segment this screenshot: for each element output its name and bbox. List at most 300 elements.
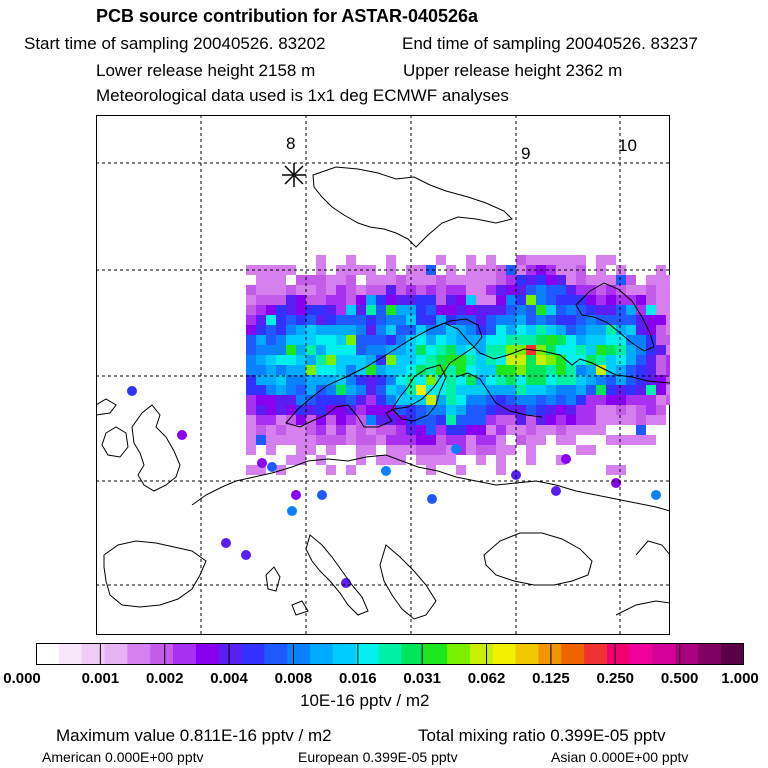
color-scale-tick-label: 0.500 (660, 670, 699, 687)
plume-cell (286, 285, 296, 295)
color-scale-swatch (584, 643, 607, 665)
plume-cell (536, 435, 546, 445)
plume-speck (341, 578, 351, 588)
plume-cell (486, 425, 496, 435)
plume-cell (616, 465, 626, 475)
plume-cell (616, 435, 626, 445)
plume-cell (366, 405, 376, 415)
plume-cell (476, 315, 486, 325)
plume-cell (466, 415, 476, 425)
plume-cell (546, 425, 556, 435)
plume-cell (586, 275, 596, 285)
color-scale-swatch (127, 643, 150, 665)
plume-cell (426, 275, 436, 285)
plume-cell (476, 355, 486, 365)
plume-cell (326, 325, 336, 335)
plume-cell (656, 325, 666, 335)
plume-cell (276, 435, 286, 445)
plume-cell (516, 315, 526, 325)
plume-cell (506, 445, 516, 455)
plume-cell (526, 425, 536, 435)
plume-cell (396, 365, 406, 375)
plume-cell (626, 355, 636, 365)
plume-speck (291, 490, 301, 500)
plume-cell (346, 275, 356, 285)
plume-cell (266, 405, 276, 415)
plume-cell (266, 365, 276, 375)
plume-cell (616, 395, 626, 405)
color-scale-swatch (424, 643, 447, 665)
plume-cell (326, 385, 336, 395)
plume-cell (576, 285, 586, 295)
plume-cell (516, 275, 526, 285)
plume-cell (376, 415, 386, 425)
plume-cell (346, 295, 356, 305)
plume-cell (466, 405, 476, 415)
map-title: PCB source contribution for ASTAR-040526a (96, 6, 479, 26)
plume-cell (246, 395, 256, 405)
plume-cell (546, 285, 556, 295)
plume-cell (396, 315, 406, 325)
plume-cell (516, 325, 526, 335)
plume-speck (127, 386, 137, 396)
plume-cell (506, 415, 516, 425)
plume-cell (446, 335, 456, 345)
lower-release-height: Lower release height 2158 m (96, 61, 316, 80)
plume-cell (346, 335, 356, 345)
plume-cell (426, 445, 436, 455)
plume-cell (376, 435, 386, 445)
plume-cell (626, 345, 636, 355)
plume-cell (296, 295, 306, 305)
met-data-note: Meteorological data used is 1x1 deg ECMWF analyses (96, 86, 509, 105)
plume-cell (536, 315, 546, 325)
plume-cell (266, 335, 276, 345)
plume-cell (256, 325, 266, 335)
plume-cell (646, 325, 656, 335)
plume-cell (636, 325, 646, 335)
plume-cell (596, 325, 606, 335)
plume-cell (366, 345, 376, 355)
plume-cell (566, 285, 576, 295)
plume-cell (506, 325, 516, 335)
plume-cell (396, 285, 406, 295)
plume-cell (436, 355, 446, 365)
plume-cell (396, 405, 406, 415)
plume-cell (606, 405, 616, 415)
plume-cell (586, 295, 596, 305)
plume-cell (566, 255, 576, 265)
plume-cell (316, 275, 326, 285)
plume-cell (496, 365, 506, 375)
plume-cell (246, 365, 256, 375)
plume-cell (376, 455, 386, 465)
plume-cell (656, 315, 666, 325)
plume-speck (381, 466, 391, 476)
plume-cell (476, 295, 486, 305)
asterisk-icon (282, 163, 306, 187)
plume-cell (316, 365, 326, 375)
plume-cell (526, 455, 536, 465)
color-scale-swatch (538, 643, 561, 665)
plume-speck (267, 462, 277, 472)
plume-cell (306, 285, 316, 295)
plume-cell (626, 415, 636, 425)
plume-cell (286, 325, 296, 335)
plume-cell (326, 355, 336, 365)
plume-cell (306, 385, 316, 395)
plume-cell (256, 305, 266, 315)
plume-cell (276, 305, 286, 315)
plume-cell (576, 255, 586, 265)
plume-cell (296, 315, 306, 325)
plume-cell (446, 275, 456, 285)
plume-cell (656, 365, 666, 375)
plume-cell (556, 395, 566, 405)
plume-cell (476, 455, 486, 465)
plume-cell (656, 335, 666, 345)
plume-cell (276, 275, 286, 285)
plume-cell (266, 415, 276, 425)
plume-cell (646, 395, 656, 405)
plume-cell (376, 315, 386, 325)
color-scale-swatch (607, 643, 630, 665)
plume-cell (436, 255, 446, 265)
plume-cell (346, 465, 356, 475)
plume-cell (336, 395, 346, 405)
plume-cell (656, 385, 666, 395)
plume-cell (386, 275, 396, 285)
plume-cell (506, 275, 516, 285)
plume-cell (366, 325, 376, 335)
plume-cell (396, 455, 406, 465)
plume-cell (386, 315, 396, 325)
plume-cell (366, 445, 376, 455)
plume-cell (416, 445, 426, 455)
plume-cell (266, 435, 276, 445)
plume-cell (276, 395, 286, 405)
plume-cell (346, 255, 356, 265)
color-scale-swatch (150, 643, 173, 665)
plume-cell (336, 385, 346, 395)
plume-cell (276, 345, 286, 355)
plume-cell (556, 355, 566, 365)
plume-cell (466, 445, 476, 455)
plume-cell (666, 365, 670, 375)
plume-cell (266, 445, 276, 455)
plume-cell (456, 385, 466, 395)
plume-cell (356, 355, 366, 365)
plume-cell (586, 385, 596, 395)
plume-cell (586, 415, 596, 425)
plume-cell (356, 405, 366, 415)
plume-cell (426, 295, 436, 305)
plume-cell (516, 255, 526, 265)
plume-cell (636, 315, 646, 325)
plume-cell (666, 335, 670, 345)
plume-cell (506, 425, 516, 435)
plume-cell (356, 325, 366, 335)
plume-cell (346, 385, 356, 395)
plume-cell (436, 385, 446, 395)
plume-cell (286, 295, 296, 305)
plume-cell (286, 305, 296, 315)
plume-cell (316, 345, 326, 355)
plume-cell (666, 275, 670, 285)
plume-cell (516, 295, 526, 305)
plume-cell (436, 455, 446, 465)
plume-cell (546, 295, 556, 305)
plume-speck (241, 550, 251, 560)
plume-cell (376, 325, 386, 335)
plume-cell (456, 305, 466, 315)
plume-cell (346, 345, 356, 355)
plume-cell (576, 345, 586, 355)
plume-cell (366, 305, 376, 315)
plume-cell (536, 305, 546, 315)
plume-cell (666, 295, 670, 305)
plume-cell (436, 405, 446, 415)
plume-cell (326, 445, 336, 455)
plume-cell (656, 285, 666, 295)
color-scale-swatch (653, 643, 676, 665)
plume-cell (326, 415, 336, 425)
plume-cell (586, 425, 596, 435)
plume-cell (246, 405, 256, 415)
color-scale-tick-label: 0.008 (274, 670, 313, 687)
plume-cell (466, 425, 476, 435)
plume-cell (416, 425, 426, 435)
plume-cell (636, 415, 646, 425)
plume-cell (436, 425, 446, 435)
color-scale-swatch (219, 643, 242, 665)
plume-cell (286, 355, 296, 365)
plume-cell (446, 395, 456, 405)
plume-cell (596, 255, 606, 265)
plume-cell (496, 315, 506, 325)
plume-cell (266, 275, 276, 285)
plume-cell (496, 285, 506, 295)
plume-cell (656, 415, 666, 425)
plume-cell (486, 335, 496, 345)
plume-cell (646, 415, 656, 425)
plume-cell (396, 435, 406, 445)
plume-cell (626, 385, 636, 395)
plume-cell (256, 355, 266, 365)
plume-cell (646, 365, 656, 375)
plume-cell (316, 255, 326, 265)
plume-cell (386, 445, 396, 455)
plume-cell (626, 435, 636, 445)
plume-cell (266, 425, 276, 435)
plume-cell (576, 425, 586, 435)
plume-cell (626, 305, 636, 315)
plume-cell (296, 335, 306, 345)
plume-cell (456, 285, 466, 295)
plume-cell (526, 255, 536, 265)
plume-cell (426, 395, 436, 405)
plume-cell (666, 325, 670, 335)
plume-cell (566, 435, 576, 445)
plume-cell (346, 395, 356, 405)
plume-cell (606, 275, 616, 285)
plume-cell (436, 345, 446, 355)
color-scale-swatch (401, 643, 424, 665)
plume-cell (496, 405, 506, 415)
plume-cell (466, 355, 476, 365)
plume-cell (396, 415, 406, 425)
plume-cell (566, 315, 576, 325)
plume-cell (376, 385, 386, 395)
color-scale-swatch (173, 643, 196, 665)
plume-cell (606, 255, 616, 265)
plume-cell (316, 355, 326, 365)
plume-cell (336, 365, 346, 375)
plume-cell (486, 295, 496, 305)
plume-cell (626, 395, 636, 405)
plume-cell (586, 395, 596, 405)
plume-cell (426, 315, 436, 325)
plume-cell (476, 395, 486, 405)
plume-cell (656, 275, 666, 285)
plume-cell (256, 435, 266, 445)
plume-cell (386, 255, 396, 265)
plume-cell (446, 405, 456, 415)
plume-cell (316, 395, 326, 405)
plume-cell (256, 345, 266, 355)
end-time: End time of sampling 20040526. 83237 (402, 34, 698, 53)
plume-cell (506, 305, 516, 315)
plume-cell (276, 415, 286, 425)
color-scale-tick-label: 0.001 (81, 670, 120, 687)
plume-cell (386, 385, 396, 395)
plume-cell (566, 395, 576, 405)
plume-cell (336, 305, 346, 315)
plume-cell (546, 315, 556, 325)
plume-cell (556, 325, 566, 335)
time-marker-9: 9 (521, 144, 531, 163)
plume-cell (386, 395, 396, 405)
plume-cell (396, 345, 406, 355)
plume-cell (566, 385, 576, 395)
plume-cell (316, 325, 326, 335)
plume-cell (636, 405, 646, 415)
plume-cell (466, 255, 476, 265)
plume-cell (566, 365, 576, 375)
plume-cell (516, 285, 526, 295)
plume-cell (536, 285, 546, 295)
plume-cell (416, 285, 426, 295)
color-scale-swatch (82, 643, 105, 665)
plume-cell (426, 285, 436, 295)
upper-release-height: Upper release height 2362 m (403, 61, 623, 80)
plume-cell (286, 335, 296, 345)
plume-cell (526, 305, 536, 315)
plume-cell (546, 275, 556, 285)
plume-cell (646, 295, 656, 305)
plume-cell (586, 325, 596, 335)
plume-cell (506, 295, 516, 305)
plume-cell (606, 325, 616, 335)
plume-speck (317, 490, 327, 500)
plume-cell (376, 295, 386, 305)
plume-cell (416, 405, 426, 415)
plume-cell (376, 405, 386, 415)
plume-cell (296, 355, 306, 365)
plume-cell (336, 295, 346, 305)
plume-cell (266, 305, 276, 315)
plume-cell (376, 335, 386, 345)
plume-cell (456, 355, 466, 365)
plume-cell (506, 355, 516, 365)
plume-cell (326, 425, 336, 435)
plume-cell (296, 435, 306, 445)
plume-speck (257, 458, 267, 468)
color-scale-swatch (287, 643, 310, 665)
plume-cell (556, 385, 566, 395)
plume-cell (376, 395, 386, 405)
plume-cell (346, 325, 356, 335)
plume-cell (646, 405, 656, 415)
plume-cell (586, 305, 596, 315)
plume-cell (266, 295, 276, 305)
plume-cell (246, 285, 256, 295)
plume-cell (516, 365, 526, 375)
plume-cell (616, 355, 626, 365)
plume-cell (326, 465, 336, 475)
color-scale-swatch (196, 643, 219, 665)
plume-cell (306, 305, 316, 315)
plume-cell (476, 425, 486, 435)
plume-cell (626, 365, 636, 375)
plume-cell (416, 385, 426, 395)
plume-cell (526, 405, 536, 415)
plume-cell (416, 455, 426, 465)
plume-cell (306, 425, 316, 435)
plume-cell (576, 325, 586, 335)
plume-cell (546, 395, 556, 405)
plume-cell (666, 385, 670, 395)
plume-cell (616, 415, 626, 425)
plume-cell (296, 305, 306, 315)
color-scale-swatch (516, 643, 539, 665)
plume-cell (346, 435, 356, 445)
plume-cell (656, 305, 666, 315)
plume-cell (536, 325, 546, 335)
plume-cell (516, 425, 526, 435)
plume-cell (366, 385, 376, 395)
plume-cell (416, 335, 426, 345)
plume-speck (221, 538, 231, 548)
plume-cell (506, 385, 516, 395)
plume-cell (566, 275, 576, 285)
plume-cell (536, 365, 546, 375)
plume-cell (336, 355, 346, 365)
plume-cell (486, 255, 496, 265)
plume-cell (306, 355, 316, 365)
plume-cell (646, 385, 656, 395)
color-scale-tick-label: 0.002 (145, 670, 184, 687)
plume-cell (666, 345, 670, 355)
color-scale-swatch (561, 643, 584, 665)
color-scale-swatch (721, 643, 744, 665)
plume-cell (256, 385, 266, 395)
plume-cell (386, 335, 396, 345)
plume-cell (346, 315, 356, 325)
plume-cell (556, 315, 566, 325)
plume-cell (476, 275, 486, 285)
plume-cell (286, 435, 296, 445)
